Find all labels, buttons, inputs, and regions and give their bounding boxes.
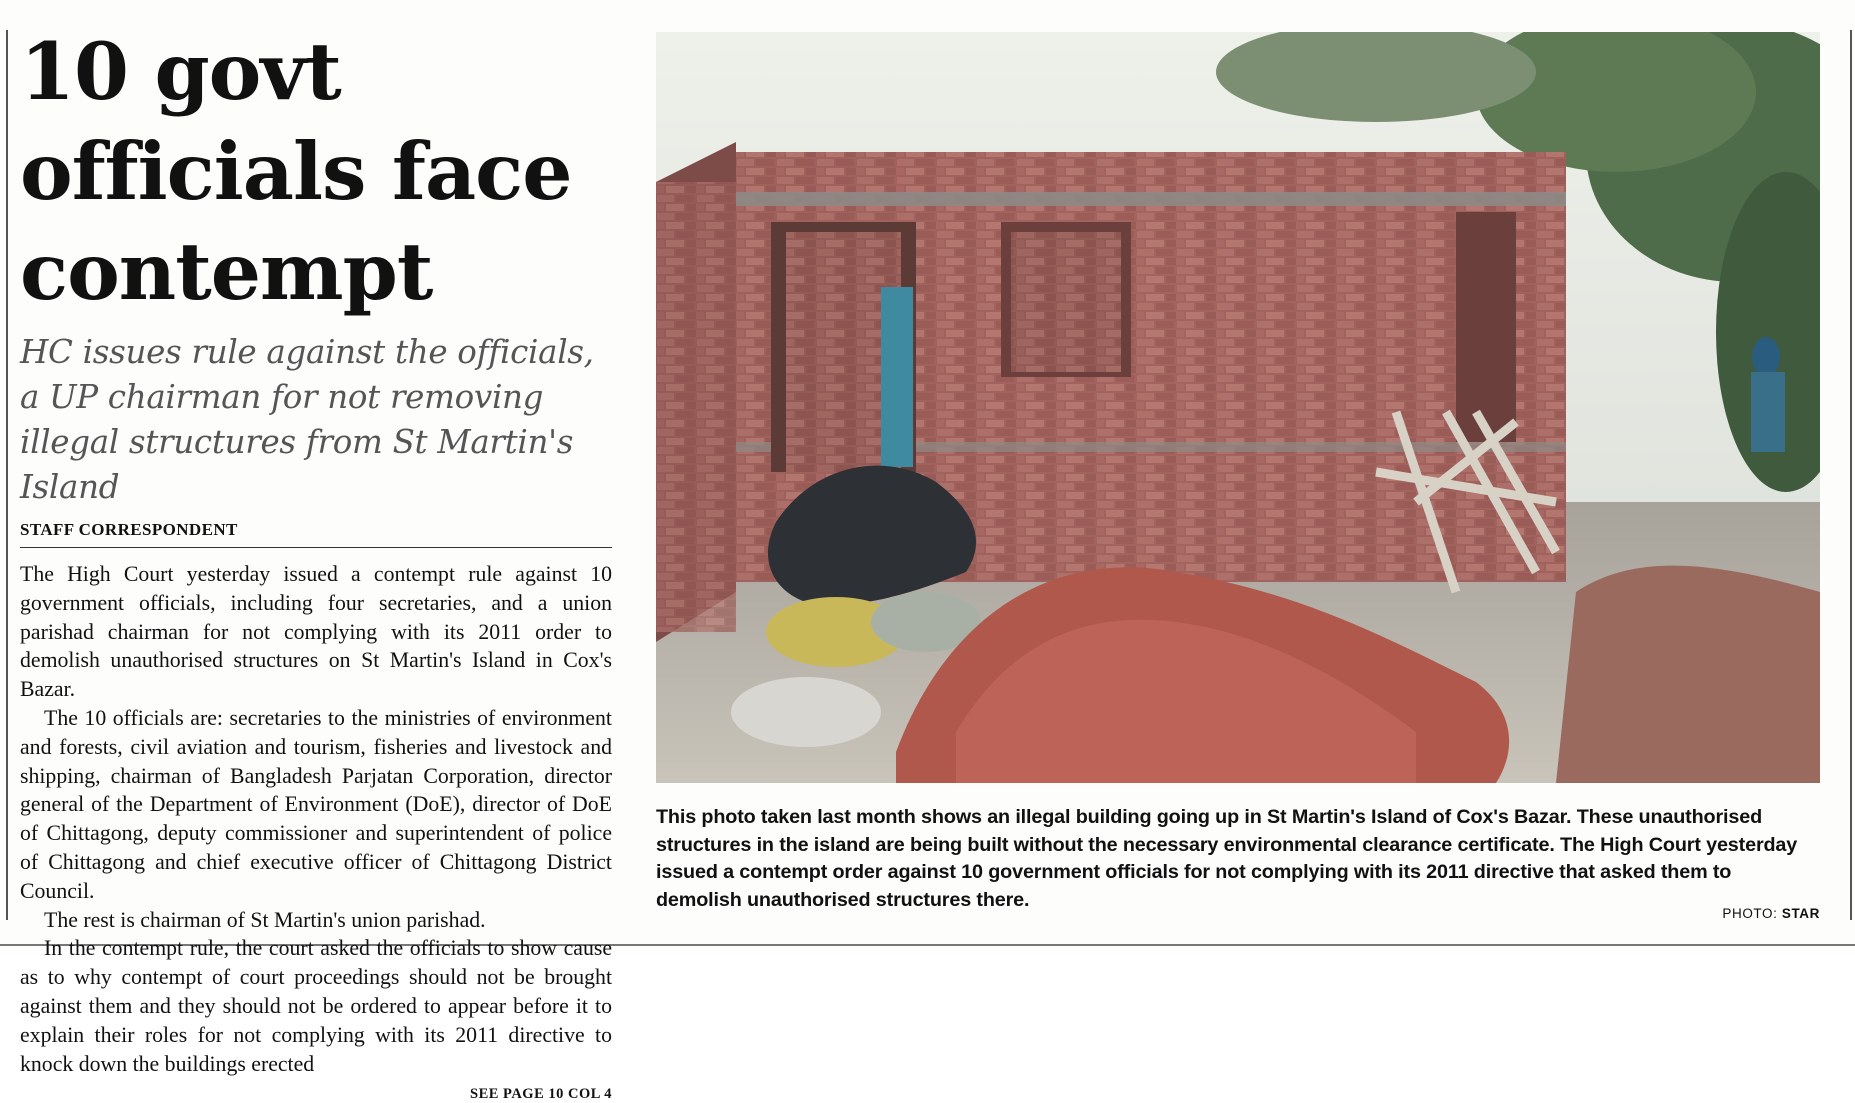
deck-subheadline: HC issues rule against the officials, a UP chairman for not removing illegal structures from St Martin's Island [20, 333, 594, 506]
body-paragraph-1: The High Court yesterday issued a contempt rule against 10 government officials, including four secretaries, and a union parishad chairman for not complying with its 2011 order to demolish unauthorised structures on St Martin's Island in Cox's Bazar. [20, 562, 612, 702]
body-paragraph-4: In the contempt rule, the court asked the officials to show cause as to why contempt of court proceedings should not be brought against them and they should not be ordered to appear before it to explain their roles for not complying with its 2011 directive to knock down the buildings erected [20, 936, 612, 1076]
headline: 10 govt officials face contempt [20, 25, 572, 318]
photo-caption: This photo taken last month shows an illegal building going up in St Martin's Island of Cox's Bazar. These unauthorised structures in the island are being built without the necessary environmental clearance certificate. The High Court yesterday issued a contempt order against 10 government officials for not complying with its 2011 directive that asked them to demolish unauthorised structures there. [656, 806, 1798, 911]
article-column [20, 22, 612, 1103]
body-paragraph-2: The 10 officials are: secretaries to the ministries of environment and forests, civil aviation and tourism, fisheries and livestock and shipping, chairman of Bangladesh Parjatan Corporation, director general of the Department of Environment (DoE), director of DoE of Chittagong, deputy commissioner and superintendent of police of Chittagong and chief executive officer of Chittagong District Council. [20, 705, 612, 903]
photo-credit-label: PHOTO: [1722, 906, 1778, 921]
body-paragraph-3: The rest is chairman of St Martin's union parishad. [44, 907, 486, 932]
continuation-jump-line: SEE PAGE 10 COL 4 [470, 1086, 612, 1103]
right-column-rule [1850, 30, 1852, 920]
byline-divider [20, 547, 612, 548]
photo-credit-source: STAR [1781, 906, 1820, 921]
news-photo [656, 32, 1820, 783]
photo-credit [1700, 906, 1820, 921]
byline: STAFF CORRESPONDENT [20, 520, 238, 539]
left-column-rule [6, 30, 8, 920]
